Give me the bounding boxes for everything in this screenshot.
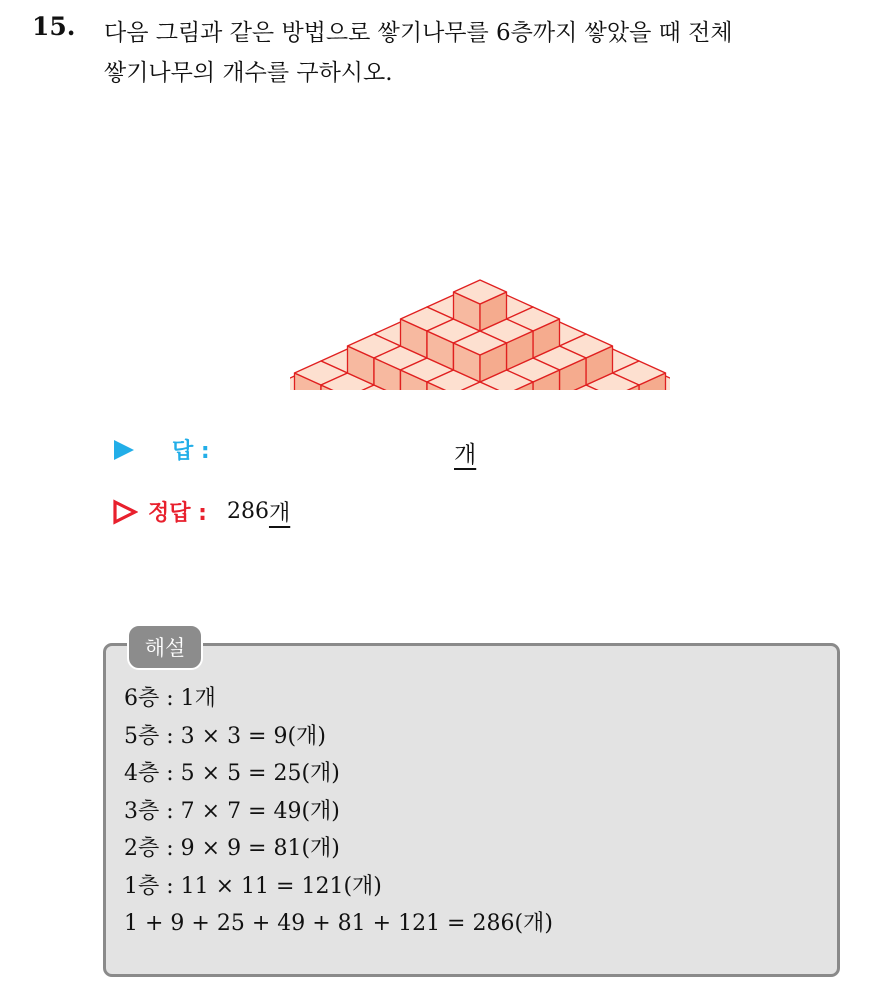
solution-tab: 해설 <box>127 624 203 670</box>
solution-line: 3층 : 7 × 7 = 49(개) <box>124 798 340 824</box>
question-text-line2: 쌓기나무의 개수를 구하시오. <box>104 60 393 86</box>
correct-answer-unit: 개 <box>268 501 291 526</box>
answer-blank-unit: 개 <box>454 442 477 468</box>
play-triangle-icon <box>112 438 136 462</box>
solution-line: 1층 : 11 × 11 = 121(개) <box>124 873 382 899</box>
block-pyramid-figure <box>290 140 670 390</box>
outline-triangle-icon <box>112 499 138 525</box>
solution-line: 5층 : 3 × 3 = 9(개) <box>124 723 326 749</box>
question-text-line1: 다음 그림과 같은 방법으로 쌓기나무를 6층까지 쌓았을 때 전체 <box>104 20 733 46</box>
correct-answer-label: 정답 : <box>148 501 207 526</box>
solution-line: 6층 : 1개 <box>124 686 216 711</box>
answer-row <box>112 434 210 465</box>
question-number: 15. <box>32 12 76 41</box>
answer-label: 답 : <box>172 439 210 464</box>
correct-answer-row <box>112 496 290 527</box>
solution-line: 4층 : 5 × 5 = 25(개) <box>124 761 340 786</box>
solution-line: 2층 : 9 × 9 = 81(개) <box>124 836 340 861</box>
solution-lines <box>124 680 553 943</box>
solution-line: 1 + 9 + 25 + 49 + 81 + 121 = 286(개) <box>124 911 553 936</box>
correct-answer-value: 286 <box>226 499 269 524</box>
